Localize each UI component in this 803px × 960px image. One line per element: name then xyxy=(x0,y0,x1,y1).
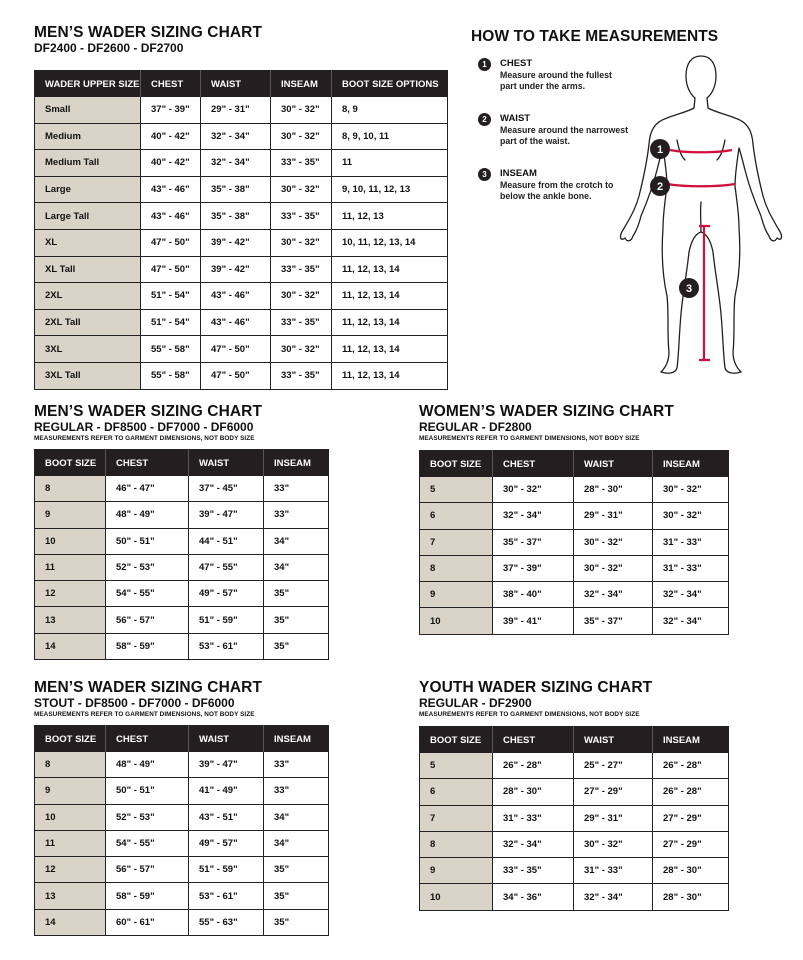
table-cell: 35" - 37" xyxy=(493,529,574,555)
table-cell: 30" - 32" xyxy=(271,123,332,150)
table-cell: 38" - 40" xyxy=(493,582,574,608)
row-label-cell: 14 xyxy=(35,909,106,935)
column-header: WAIST xyxy=(574,727,653,754)
table-row xyxy=(35,633,329,659)
row-label-cell: 2XL xyxy=(35,283,141,310)
table-cell: 34" xyxy=(264,830,329,856)
table-cell: 10, 11, 12, 13, 14 xyxy=(332,229,448,256)
table-cell: 39" - 41" xyxy=(493,608,574,634)
column-header: BOOT SIZE xyxy=(420,727,493,754)
youth-title: YOUTH WADER SIZING CHART xyxy=(419,679,653,696)
table-cell: 31" - 33" xyxy=(653,555,729,581)
step-desc-line: part of the waist. xyxy=(500,136,570,146)
table-cell: 25" - 27" xyxy=(574,753,653,779)
table-row xyxy=(35,476,329,502)
women-note: MEASUREMENTS REFER TO GARMENT DIMENSIONS, NOT BODY SIZE xyxy=(419,435,640,442)
howto-title: HOW TO TAKE MEASUREMENTS xyxy=(471,28,719,45)
table-cell: 32" - 34" xyxy=(493,831,574,857)
youth-size-table xyxy=(419,726,729,911)
table-cell: 40" - 42" xyxy=(141,123,201,150)
row-label-cell: 6 xyxy=(420,503,493,529)
row-label-cell: 10 xyxy=(35,804,106,830)
table-cell: 35" xyxy=(274,916,290,928)
table-cell: 37" - 39" xyxy=(141,97,201,123)
row-label-cell: Medium xyxy=(35,123,141,150)
table-cell: 39" - 42" xyxy=(201,229,271,256)
women-heading xyxy=(419,403,674,443)
stout-men-heading xyxy=(34,679,262,719)
table-cell: 32" - 34" xyxy=(653,582,729,608)
table-cell: 30" - 32" xyxy=(271,229,332,256)
row-label-cell: XL Tall xyxy=(35,256,141,283)
table-cell: 32" - 34" xyxy=(493,503,574,529)
column-header: WAIST xyxy=(574,451,653,478)
table-cell: 30" - 32" xyxy=(653,503,729,529)
table-cell: 55" - 58" xyxy=(141,336,201,363)
table-cell: 46" - 47" xyxy=(106,476,189,502)
table-cell: 35" - 38" xyxy=(201,203,271,230)
table-row xyxy=(420,477,729,503)
column-header: CHEST xyxy=(141,71,201,98)
table-cell: 35" xyxy=(264,857,329,883)
table-cell: 43" - 46" xyxy=(141,176,201,203)
table-cell: 49" - 57" xyxy=(189,581,264,607)
table-cell: 53" - 61" xyxy=(189,883,264,909)
table-cell: 33" xyxy=(264,778,329,804)
row-label-cell: 9 xyxy=(35,778,106,804)
step-desc-line: below the ankle bone. xyxy=(500,191,592,201)
table-cell: 27" - 29" xyxy=(653,831,729,857)
body-outline xyxy=(621,56,782,373)
row-label-cell: 3XL Tall xyxy=(35,362,141,389)
table-cell: 34" xyxy=(264,554,329,580)
table-cell: 35" xyxy=(264,581,329,607)
column-header: INSEAM xyxy=(653,451,729,478)
table-row xyxy=(420,503,729,529)
table-cell: 32" - 34" xyxy=(201,123,271,150)
table-cell: 9, 10, 11, 12, 13 xyxy=(332,176,448,203)
row-label-cell: 2XL Tall xyxy=(35,309,141,336)
table-row xyxy=(35,123,448,150)
column-header: WAIST xyxy=(189,726,264,753)
row-label-cell: 14 xyxy=(35,633,106,659)
table-row xyxy=(35,528,329,554)
table-cell: 43" - 51" xyxy=(189,804,264,830)
table-cell: 40" - 42" xyxy=(141,150,201,177)
table-cell: 47" - 55" xyxy=(189,554,264,580)
table-cell: 30" - 32" xyxy=(271,176,332,203)
column-header: INSEAM xyxy=(264,450,329,477)
table-header-row xyxy=(420,451,729,478)
table-header-row xyxy=(35,71,448,98)
table-cell: 47" - 50" xyxy=(141,256,201,283)
table-cell: 11, 12, 13, 14 xyxy=(332,336,448,363)
table-cell: 35" xyxy=(264,883,329,909)
table-cell: 31" - 33" xyxy=(574,858,653,884)
table-cell: 51" - 59" xyxy=(189,607,264,633)
column-header: BOOT SIZE xyxy=(35,450,106,477)
row-label-cell: 3XL xyxy=(35,336,141,363)
table-cell: 27" - 29" xyxy=(653,805,729,831)
row-label-cell: 12 xyxy=(35,581,106,607)
table-cell: 33" - 35" xyxy=(493,858,574,884)
regular-men-note: MEASUREMENTS REFER TO GARMENT DIMENSIONS, NOT BODY SIZE xyxy=(34,435,255,442)
table-row xyxy=(35,581,329,607)
row-label-cell: 10 xyxy=(420,608,493,634)
row-label-cell: 8 xyxy=(420,555,493,581)
row-label-cell: Small xyxy=(35,97,141,123)
table-row xyxy=(420,529,729,555)
table-cell: 26" - 28" xyxy=(653,753,729,779)
table-cell: 55" - 63" xyxy=(189,909,264,935)
step-label: INSEAM xyxy=(500,168,537,179)
table-cell: 30" - 32" xyxy=(574,529,653,555)
row-label-cell: 6 xyxy=(420,779,493,805)
step-label: WAIST xyxy=(500,113,531,124)
table-cell: 52" - 53" xyxy=(106,554,189,580)
table-cell: 39" - 47" xyxy=(189,502,264,528)
women-size-table xyxy=(419,450,729,635)
top-chart-heading xyxy=(34,24,262,55)
marker-chest xyxy=(650,139,670,159)
row-label-cell: 10 xyxy=(35,528,106,554)
column-header: INSEAM xyxy=(264,726,329,753)
table-row xyxy=(35,554,329,580)
table-cell: 51" - 59" xyxy=(189,857,264,883)
table-cell: 48" - 49" xyxy=(106,752,189,778)
row-label-cell: 9 xyxy=(420,582,493,608)
step-number-badge: 2 xyxy=(478,113,491,126)
table-cell: 49" - 57" xyxy=(189,830,264,856)
regular-men-subtitle: REGULAR - DF8500 - DF7000 - DF6000 xyxy=(34,420,254,434)
table-row xyxy=(35,830,329,856)
table-cell: 33" - 35" xyxy=(271,362,332,389)
row-label-cell: 8 xyxy=(35,476,106,502)
table-cell: 8, 9 xyxy=(332,97,448,123)
table-row xyxy=(420,608,729,634)
column-header: BOOT SIZE xyxy=(420,451,493,478)
youth-heading xyxy=(419,679,652,719)
step-number-badge: 3 xyxy=(478,168,491,181)
table-row xyxy=(35,909,329,935)
table-header-row xyxy=(420,727,729,754)
chest-line-left xyxy=(677,140,685,160)
table-cell: 32" - 34" xyxy=(663,615,702,627)
step-desc-line: Measure around the fullest xyxy=(500,70,612,80)
row-label-cell: 12 xyxy=(35,857,106,883)
top-chart-title: MEN’S WADER SIZING CHART xyxy=(34,24,263,41)
table-header-row xyxy=(35,450,329,477)
row-label-cell: 7 xyxy=(420,805,493,831)
step-number-badge: 1 xyxy=(478,58,491,71)
table-cell: 41" - 49" xyxy=(189,778,264,804)
table-cell: 44" - 51" xyxy=(189,528,264,554)
stout-men-size-table xyxy=(34,725,329,936)
table-row xyxy=(35,502,329,528)
column-header: WADER UPPER SIZE xyxy=(35,71,141,98)
table-cell: 35" xyxy=(264,607,329,633)
youth-note: MEASUREMENTS REFER TO GARMENT DIMENSIONS, NOT BODY SIZE xyxy=(419,711,640,718)
row-label-cell: 5 xyxy=(420,477,493,503)
table-cell: 35" - 38" xyxy=(201,176,271,203)
column-header: INSEAM xyxy=(271,71,332,98)
marker-waist xyxy=(650,176,670,196)
column-header: BOOT SIZE OPTIONS xyxy=(332,71,448,98)
table-cell: 29" - 31" xyxy=(201,97,271,123)
table-cell: 33" xyxy=(264,752,329,778)
table-row xyxy=(35,336,448,363)
table-cell: 34" - 36" xyxy=(493,884,574,910)
table-row xyxy=(420,884,729,910)
table-cell: 50" - 51" xyxy=(106,528,189,554)
row-label-cell: 7 xyxy=(420,529,493,555)
column-header: CHEST xyxy=(106,726,189,753)
table-cell: 47" - 50" xyxy=(201,336,271,363)
table-cell: 51" - 54" xyxy=(141,283,201,310)
table-cell: 50" - 51" xyxy=(106,778,189,804)
table-cell: 54" - 55" xyxy=(106,830,189,856)
row-label-cell: 13 xyxy=(35,607,106,633)
table-cell: 58" - 59" xyxy=(106,633,189,659)
table-cell: 11, 12, 13, 14 xyxy=(342,370,400,382)
row-label-cell: Large Tall xyxy=(35,203,141,230)
row-label-cell: Medium Tall xyxy=(35,150,141,177)
row-label-cell: 5 xyxy=(420,753,493,779)
table-cell: 11, 12, 13, 14 xyxy=(332,256,448,283)
chest-measure-line xyxy=(670,150,732,152)
table-row xyxy=(420,831,729,857)
marker-number: 3 xyxy=(685,283,693,295)
regular-men-heading xyxy=(34,403,262,443)
table-cell: 37" - 39" xyxy=(493,555,574,581)
table-cell: 43" - 46" xyxy=(141,203,201,230)
column-header: WAIST xyxy=(189,450,264,477)
table-row xyxy=(35,229,448,256)
table-cell: 37" - 45" xyxy=(189,476,264,502)
column-header: CHEST xyxy=(106,450,189,477)
table-cell: 29" - 31" xyxy=(574,503,653,529)
row-label-cell: 11 xyxy=(35,830,106,856)
step-label: CHEST xyxy=(500,58,533,69)
table-cell: 11, 12, 13 xyxy=(332,203,448,230)
table-cell: 11, 12, 13, 14 xyxy=(332,309,448,336)
step-desc-line: Measure around the narrowest xyxy=(500,125,629,135)
table-cell: 8, 9, 10, 11 xyxy=(332,123,448,150)
table-row xyxy=(420,858,729,884)
regular-men-size-table xyxy=(34,449,329,660)
table-row xyxy=(35,804,329,830)
table-cell: 31" - 33" xyxy=(653,529,729,555)
table-row xyxy=(35,362,448,389)
table-cell: 32" - 34" xyxy=(574,884,653,910)
table-cell: 56" - 57" xyxy=(106,857,189,883)
table-cell: 47" - 50" xyxy=(201,362,271,389)
table-cell: 26" - 28" xyxy=(493,753,574,779)
stout-men-title: MEN’S WADER SIZING CHART xyxy=(34,679,263,696)
table-cell: 33" - 35" xyxy=(271,256,332,283)
table-cell: 35" - 37" xyxy=(574,608,653,634)
table-cell: 39" - 42" xyxy=(201,256,271,283)
table-cell: 30" - 32" xyxy=(271,283,332,310)
table-row xyxy=(420,582,729,608)
table-cell: 33" xyxy=(264,502,329,528)
table-cell: 56" - 57" xyxy=(106,607,189,633)
table-cell: 29" - 31" xyxy=(574,805,653,831)
table-cell: 51" - 54" xyxy=(141,309,201,336)
table-cell: 26" - 28" xyxy=(653,779,729,805)
table-cell: 54" - 55" xyxy=(106,581,189,607)
row-label-cell: Large xyxy=(35,176,141,203)
column-header: CHEST xyxy=(493,451,574,478)
body-figure-illustration xyxy=(615,52,787,376)
table-cell: 11, 12, 13, 14 xyxy=(332,283,448,310)
table-cell: 47" - 50" xyxy=(141,229,201,256)
youth-subtitle: REGULAR - DF2900 xyxy=(419,696,532,710)
column-header: BOOT SIZE xyxy=(35,726,106,753)
table-row xyxy=(35,778,329,804)
table-cell: 28" - 30" xyxy=(663,891,702,903)
table-cell: 33" xyxy=(264,476,329,502)
table-cell: 60" - 61" xyxy=(106,909,189,935)
column-header: CHEST xyxy=(493,727,574,754)
row-label-cell: 8 xyxy=(420,831,493,857)
table-cell: 30" - 32" xyxy=(653,477,729,503)
row-label-cell: XL xyxy=(35,229,141,256)
table-row xyxy=(35,283,448,310)
table-row xyxy=(35,309,448,336)
waist-measure-line xyxy=(667,184,735,186)
table-cell: 28" - 30" xyxy=(653,858,729,884)
column-header: INSEAM xyxy=(653,727,729,754)
table-row xyxy=(35,176,448,203)
table-row xyxy=(35,607,329,633)
table-row xyxy=(420,555,729,581)
marker-number: 2 xyxy=(656,181,664,193)
chest-line-right xyxy=(717,140,725,160)
table-cell: 53" - 61" xyxy=(189,633,264,659)
table-cell: 32" - 34" xyxy=(201,150,271,177)
step-desc-line: Measure from the crotch to xyxy=(500,180,614,190)
table-row xyxy=(35,857,329,883)
table-cell: 39" - 47" xyxy=(189,752,264,778)
table-cell: 30" - 32" xyxy=(574,555,653,581)
table-cell: 52" - 53" xyxy=(106,804,189,830)
row-label-cell: 13 xyxy=(35,883,106,909)
marker-inseam xyxy=(679,278,699,298)
row-label-cell: 9 xyxy=(35,502,106,528)
table-cell: 33" - 35" xyxy=(271,203,332,230)
table-cell: 48" - 49" xyxy=(106,502,189,528)
table-cell: 30" - 32" xyxy=(271,97,332,123)
table-header-row xyxy=(35,726,329,753)
table-row xyxy=(420,805,729,831)
regular-men-title: MEN’S WADER SIZING CHART xyxy=(34,403,263,420)
row-label-cell: 8 xyxy=(35,752,106,778)
table-cell: 33" - 35" xyxy=(271,309,332,336)
women-subtitle: REGULAR - DF2800 xyxy=(419,420,532,434)
table-cell: 31" - 33" xyxy=(493,805,574,831)
table-cell: 43" - 46" xyxy=(201,283,271,310)
table-row xyxy=(35,97,448,123)
table-row xyxy=(35,883,329,909)
top-size-table xyxy=(34,70,448,390)
row-label-cell: 10 xyxy=(420,884,493,910)
table-row xyxy=(35,256,448,283)
table-cell: 55" - 58" xyxy=(141,362,201,389)
table-cell: 30" - 32" xyxy=(574,831,653,857)
table-row xyxy=(35,752,329,778)
table-cell: 34" xyxy=(264,804,329,830)
step-desc-line: part under the arms. xyxy=(500,81,586,91)
table-cell: 30" - 32" xyxy=(271,336,332,363)
table-cell: 28" - 30" xyxy=(493,779,574,805)
table-cell: 43" - 46" xyxy=(201,309,271,336)
stout-men-subtitle: STOUT - DF8500 - DF7000 - DF6000 xyxy=(34,696,235,710)
marker-number: 1 xyxy=(656,144,664,156)
table-cell: 27" - 29" xyxy=(574,779,653,805)
inseam-measure-line xyxy=(699,226,710,360)
row-label-cell: 11 xyxy=(35,554,106,580)
table-cell: 34" xyxy=(264,528,329,554)
table-cell: 28" - 30" xyxy=(574,477,653,503)
table-cell: 58" - 59" xyxy=(106,883,189,909)
row-label-cell: 9 xyxy=(420,858,493,884)
measurement-lines xyxy=(667,150,735,360)
table-cell: 30" - 32" xyxy=(493,477,574,503)
table-cell: 32" - 34" xyxy=(574,582,653,608)
column-header: WAIST xyxy=(201,71,271,98)
table-row xyxy=(420,753,729,779)
table-row xyxy=(35,203,448,230)
table-row xyxy=(35,150,448,177)
table-row xyxy=(420,779,729,805)
table-cell: 35" xyxy=(274,640,290,652)
women-title: WOMEN’S WADER SIZING CHART xyxy=(419,403,674,420)
stout-men-note: MEASUREMENTS REFER TO GARMENT DIMENSIONS, NOT BODY SIZE xyxy=(34,711,255,718)
table-cell: 11 xyxy=(332,150,448,177)
top-chart-subtitle: DF2400 - DF2600 - DF2700 xyxy=(34,41,184,55)
table-cell: 33" - 35" xyxy=(271,150,332,177)
